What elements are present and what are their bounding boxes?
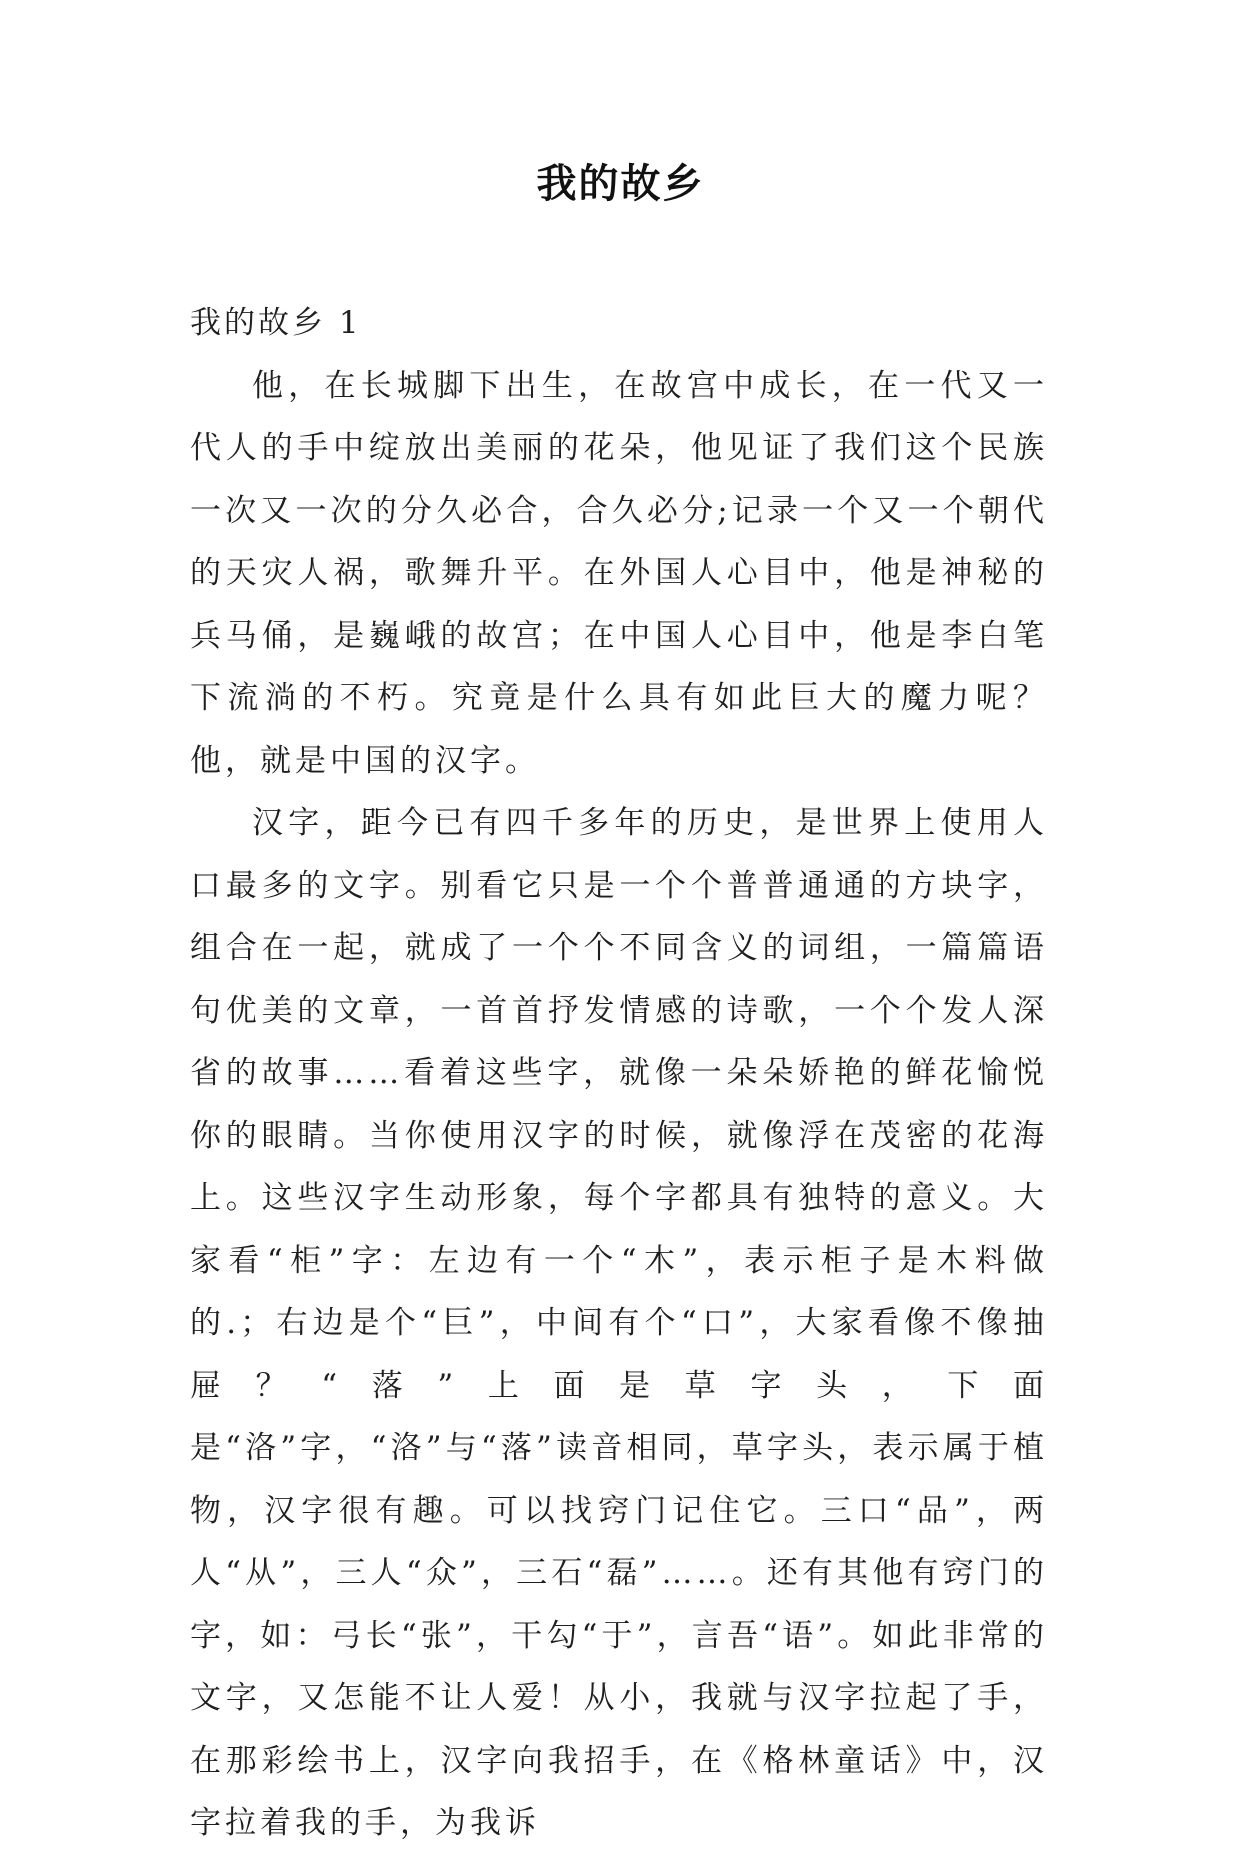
paragraph-1: 他，在长城脚下出生，在故宫中成长，在一代又一代人的手中绽放出美丽的花朵，他见证了我们这个民族一次又一次的分久必合，合久必分;记录一个又一个朝代的天灾人祸，歌舞升平。在外国人心目中，他是神秘的兵马俑，是巍峨的故宫；在中国人心目中，他是李白笔下流淌的不朽。究竟是什么具有如此巨大的魔力呢？他，就是中国的汉字。 <box>190 367 1048 779</box>
paragraph-2: 汉字，距今已有四千多年的历史，是世界上使用人口最多的文字。别看它只是一个个普普通通的方块字，组合在一起，就成了一个个不同含义的词组，一篇篇语句优美的文章，一首首抒发情感的诗歌，一个个发人深省的故事……看着这些字，就像一朵朵娇艳的鲜花愉悦你的眼睛。当你使用汉字的时候，就像浮在茂密的花海上。这些汉字生动形象，每个字都具有独特的意义。大家看“柜”字：左边有一个“木”，表示柜子是木料做的.；右边是个“巨”，中间有个“口”，大家看像不像抽屉？“落”上面是草字头，下面是“洛”字，“洛”与“落”读音相同，草字头，表示属于植物，汉字很有趣。可以找窍门记住它。三口“品”，两人“从”，三人“众”，三石“磊”……。还有其他有窍门的字，如：弓长“张”，干勾“于”，言吾“语”。如此非常的文字，又怎能不让人爱！从小，我就与汉字拉起了手，在那彩绘书上，汉字向我招手，在《格林童话》中，汉字拉着我的手，为我诉 <box>190 805 1048 1841</box>
section-heading: 我的故乡 1 <box>190 305 362 341</box>
document-body <box>190 292 1048 1855</box>
document-title: 我的故乡 <box>536 160 705 207</box>
